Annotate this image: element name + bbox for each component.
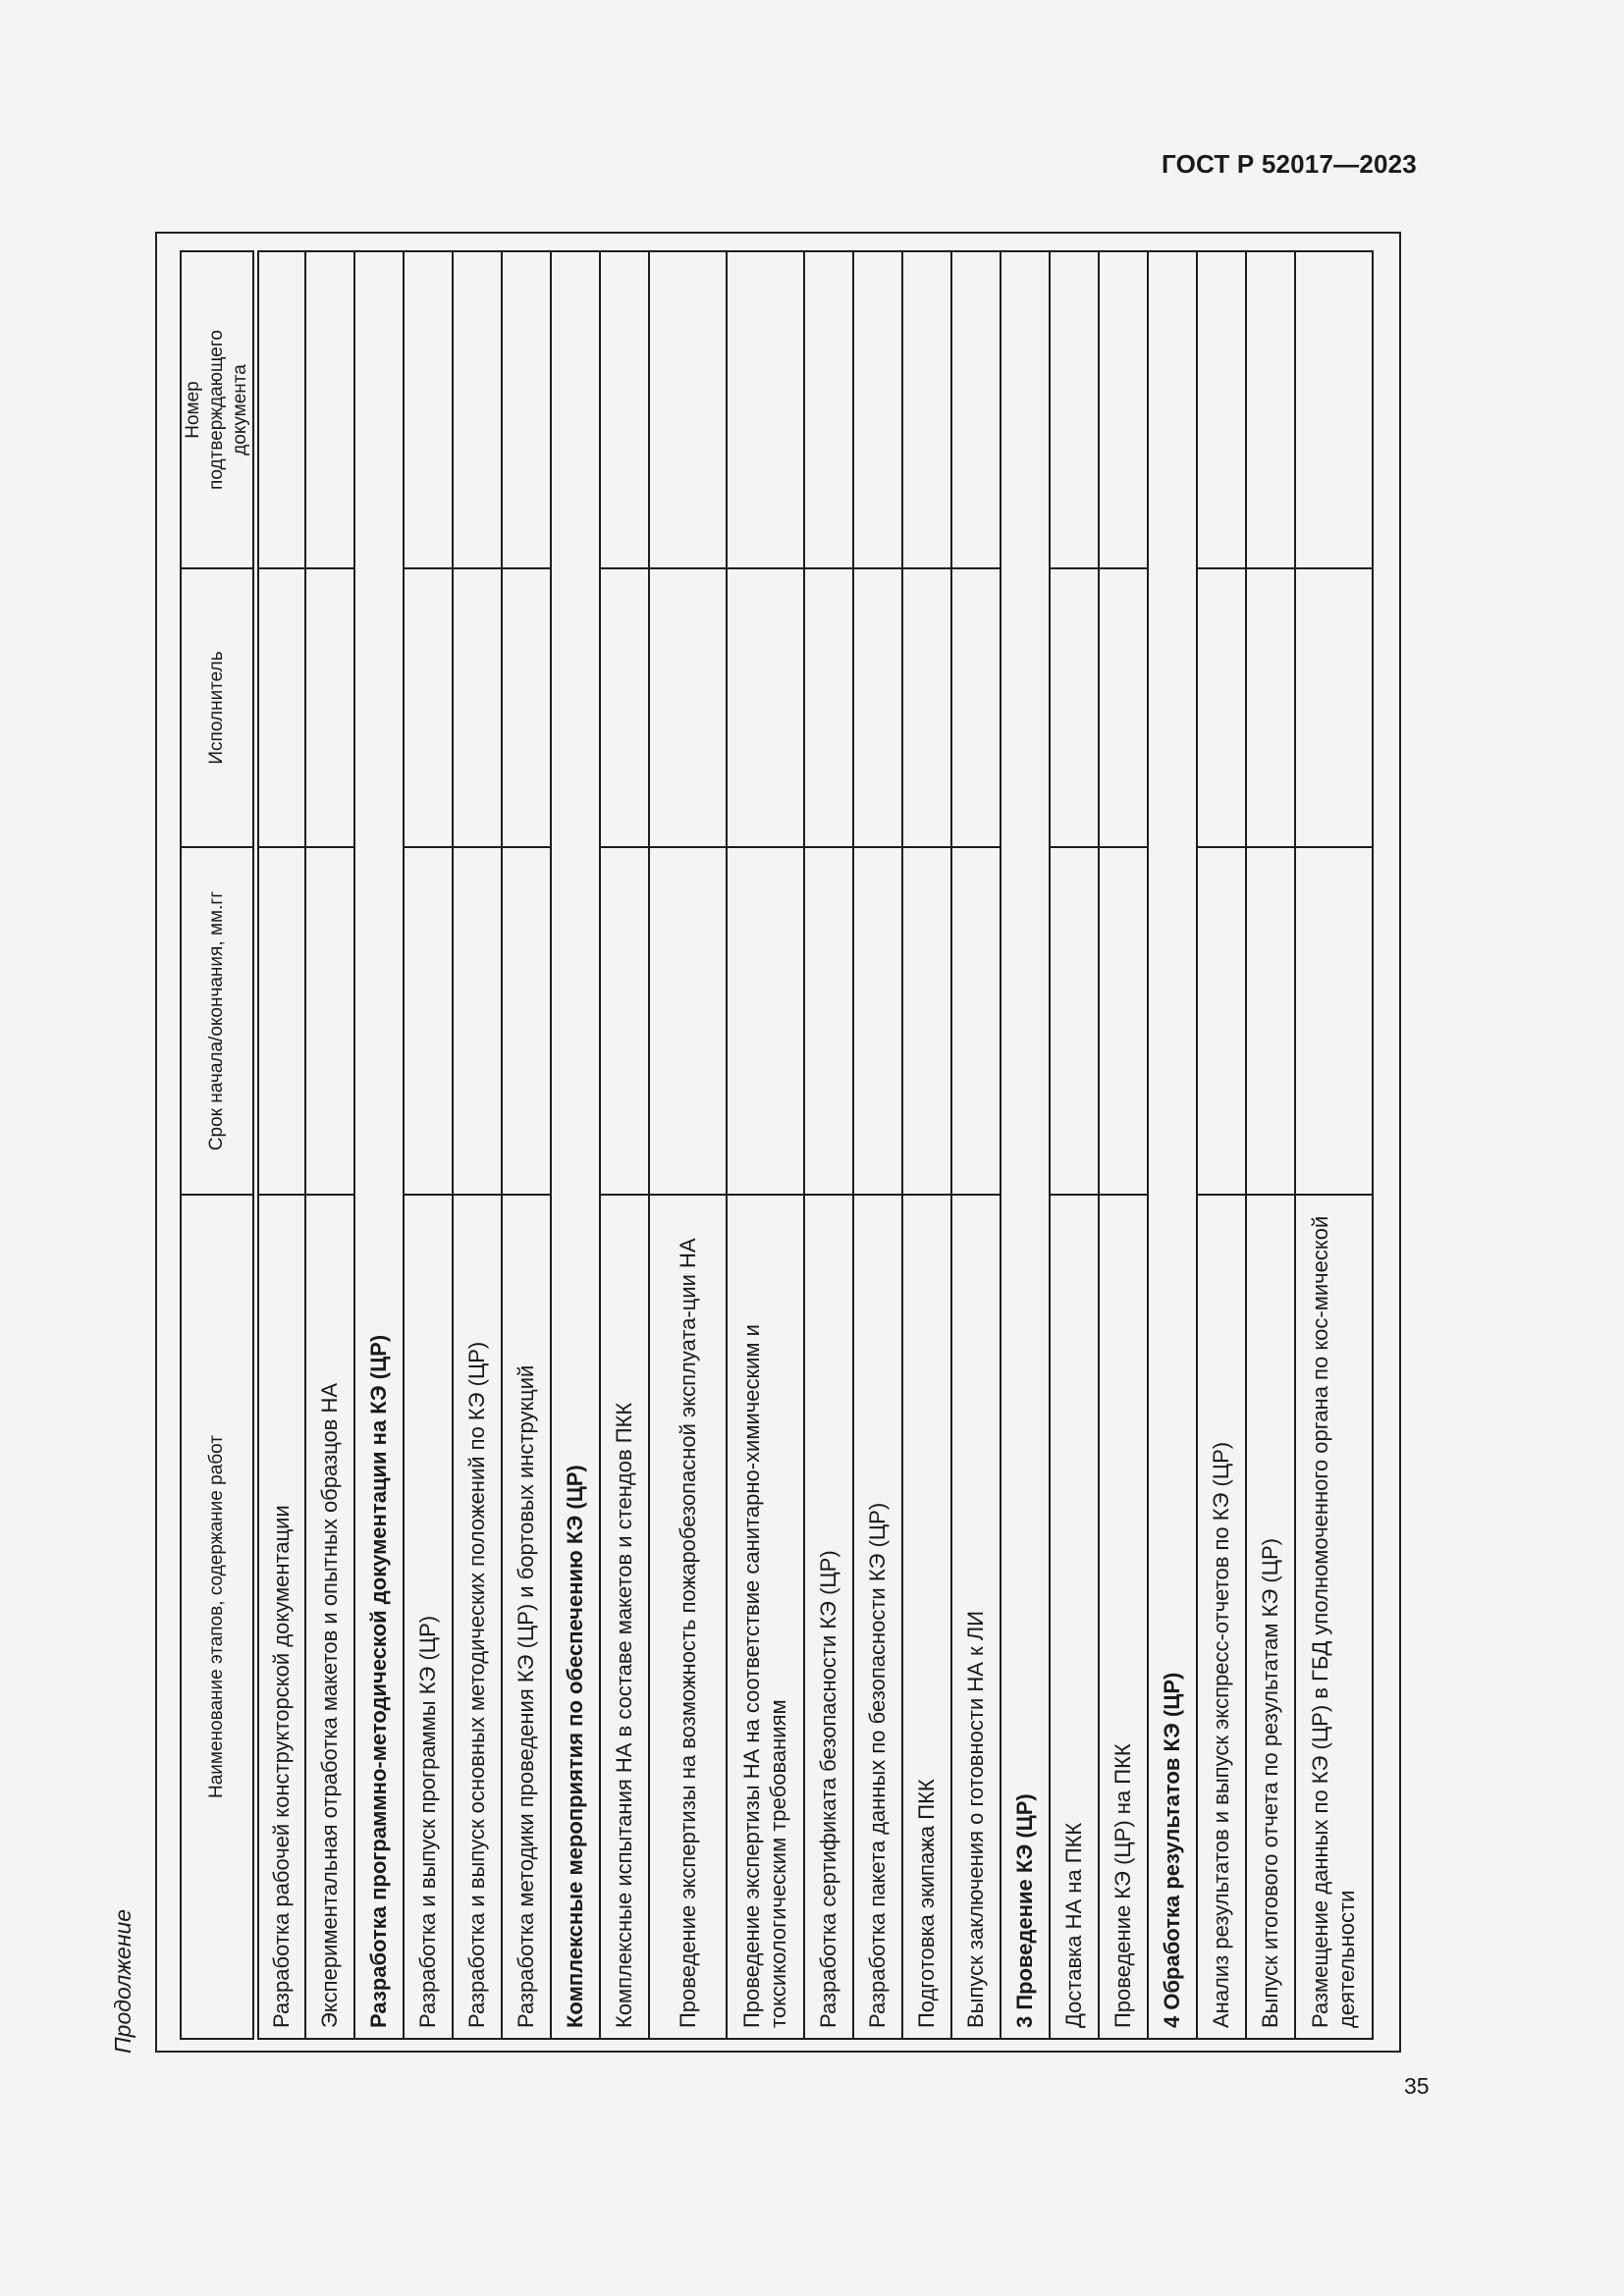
executor-cell: [902, 568, 951, 847]
dates-cell: [951, 847, 1001, 1195]
document-number-cell: [256, 251, 305, 568]
header-executor: Исполнитель: [181, 568, 256, 847]
document-number-cell: [1197, 251, 1246, 568]
dates-cell: [804, 847, 853, 1195]
executor-cell: [305, 568, 354, 847]
table-row: [1050, 251, 1099, 2039]
stage-name-cell: Проведение экспертизы НА на соответствие санитарно-химическим и токсикологическим требованиям: [727, 1195, 804, 2039]
header-dates: Срок начала/окончания, мм.гг: [181, 847, 256, 1195]
document-number-cell: [1099, 251, 1148, 568]
stage-name-cell: Проведение КЭ (ЦР) на ПКК: [1099, 1195, 1148, 2039]
document-code: ГОСТ Р 52017—2023: [1162, 149, 1417, 179]
stage-name-cell: Комплексные испытания НА в составе макетов и стендов ПКК: [600, 1195, 649, 2039]
executor-cell: [727, 568, 804, 847]
header-stage-name: Наименование этапов, содержание работ: [181, 1195, 256, 2039]
stage-name-cell: Разработка сертификата безопасности КЭ (ЦР): [804, 1195, 853, 2039]
dates-cell: [453, 847, 502, 1195]
table-row: [256, 251, 305, 2039]
document-number-cell: [1050, 251, 1099, 568]
dates-cell: [1099, 847, 1148, 1195]
executor-cell: [951, 568, 1001, 847]
table-row: [1295, 251, 1373, 2039]
document-number-cell: [404, 251, 453, 568]
section-title-cell: Комплексные мероприятия по обеспечению КЭ (ЦР): [551, 251, 600, 2039]
executor-cell: [502, 568, 551, 847]
dates-cell: [1050, 847, 1099, 1195]
work-stages-table: [180, 250, 1374, 2040]
document-number-cell: [1246, 251, 1295, 568]
rotated-table-container: [180, 252, 1371, 2040]
table-header-row: [181, 251, 256, 2039]
stage-name-cell: Анализ результатов и выпуск экспресс-отчетов по КЭ (ЦР): [1197, 1195, 1246, 2039]
dates-cell: [853, 847, 902, 1195]
document-number-cell: [453, 251, 502, 568]
table-body: [256, 251, 1373, 2039]
page-number: 35: [1404, 2073, 1430, 2099]
executor-cell: [404, 568, 453, 847]
continuation-label: Продолжение: [110, 1908, 135, 2054]
stage-name-cell: Экспериментальная отработка макетов и опытных образцов НА: [305, 1195, 354, 2039]
executor-cell: [1050, 568, 1099, 847]
dates-cell: [502, 847, 551, 1195]
document-number-cell: [951, 251, 1001, 568]
stage-name-cell: Проведение экспертизы на возможность пожаробезопасной эксплуата-ции НА: [649, 1195, 727, 2039]
dates-cell: [404, 847, 453, 1195]
stage-name-cell: Разработка и выпуск основных методических положений по КЭ (ЦР): [453, 1195, 502, 2039]
section-title-cell: 3 Проведение КЭ (ЦР): [1001, 251, 1050, 2039]
table-row: [804, 251, 853, 2039]
section-row: [551, 251, 600, 2039]
table-row: [853, 251, 902, 2039]
dates-cell: [1246, 847, 1295, 1195]
document-number-cell: [502, 251, 551, 568]
executor-cell: [1295, 568, 1373, 847]
table-row: [502, 251, 551, 2039]
executor-cell: [1099, 568, 1148, 847]
executor-cell: [256, 568, 305, 847]
table-row: [1197, 251, 1246, 2039]
section-title-cell: Разработка программно-методической документации на КЭ (ЦР): [354, 251, 404, 2039]
dates-cell: [1197, 847, 1246, 1195]
executor-cell: [453, 568, 502, 847]
table-row: [1246, 251, 1295, 2039]
stage-name-cell: Выпуск итогового отчета по результатам КЭ (ЦР): [1246, 1195, 1295, 2039]
document-number-cell: [804, 251, 853, 568]
section-row: [1001, 251, 1050, 2039]
executor-cell: [1246, 568, 1295, 847]
executor-cell: [804, 568, 853, 847]
table-row: [1099, 251, 1148, 2039]
stage-name-cell: Разработка пакета данных по безопасности КЭ (ЦР): [853, 1195, 902, 2039]
dates-cell: [1295, 847, 1373, 1195]
dates-cell: [305, 847, 354, 1195]
stage-name-cell: Разработка и выпуск программы КЭ (ЦР): [404, 1195, 453, 2039]
document-number-cell: [853, 251, 902, 568]
table-row: [600, 251, 649, 2039]
table-row: [453, 251, 502, 2039]
dates-cell: [727, 847, 804, 1195]
dates-cell: [649, 847, 727, 1195]
dates-cell: [256, 847, 305, 1195]
dates-cell: [902, 847, 951, 1195]
section-row: [354, 251, 404, 2039]
stage-name-cell: Доставка НА на ПКК: [1050, 1195, 1099, 2039]
table-row: [902, 251, 951, 2039]
executor-cell: [853, 568, 902, 847]
stage-name-cell: Подготовка экипажа ПКК: [902, 1195, 951, 2039]
section-title-cell: 4 Обработка результатов КЭ (ЦР): [1148, 251, 1197, 2039]
document-number-cell: [649, 251, 727, 568]
stage-name-cell: Разработка рабочей конструкторской документации: [256, 1195, 305, 2039]
document-number-cell: [305, 251, 354, 568]
dates-cell: [600, 847, 649, 1195]
section-row: [1148, 251, 1197, 2039]
table-row: [404, 251, 453, 2039]
document-number-cell: [1295, 251, 1373, 568]
stage-name-cell: Размещение данных по КЭ (ЦР) в ГБД уполномоченного органа по кос-мической деятельности: [1295, 1195, 1373, 2039]
stage-name-cell: Выпуск заключения о готовности НА к ЛИ: [951, 1195, 1001, 2039]
executor-cell: [1197, 568, 1246, 847]
executor-cell: [600, 568, 649, 847]
table-row: [727, 251, 804, 2039]
table-row: [951, 251, 1001, 2039]
executor-cell: [649, 568, 727, 847]
document-number-cell: [600, 251, 649, 568]
document-number-cell: [727, 251, 804, 568]
document-number-cell: [902, 251, 951, 568]
table-row: [305, 251, 354, 2039]
table-row: [649, 251, 727, 2039]
header-document-number: Номер подтверждающего документа: [181, 251, 256, 568]
stage-name-cell: Разработка методики проведения КЭ (ЦР) и бортовых инструкций: [502, 1195, 551, 2039]
